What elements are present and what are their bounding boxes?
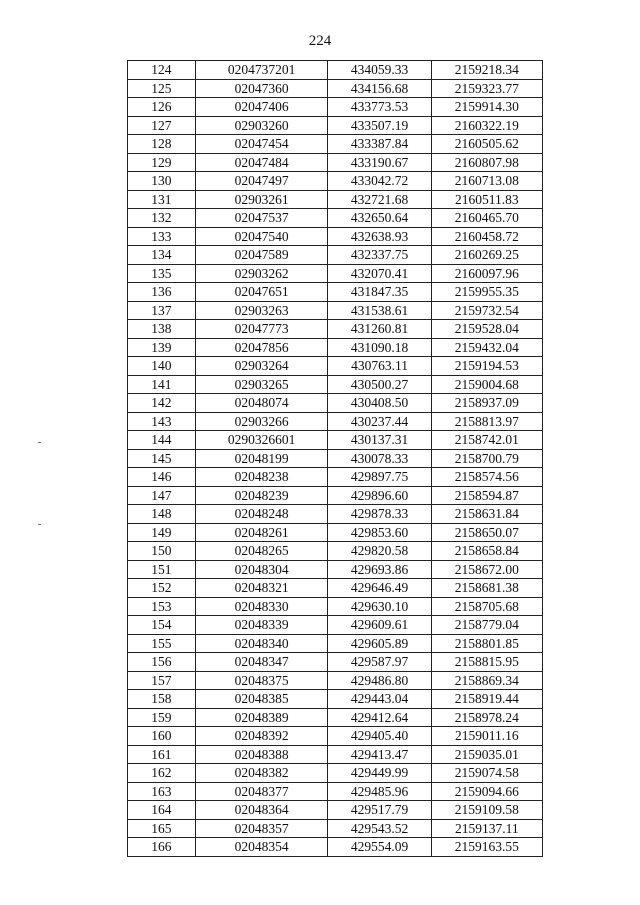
table-row [128,209,543,228]
table-row [128,782,543,801]
y-coordinate-cell: 2158937.09 [431,394,542,413]
point-number-cell: 146 [128,468,196,487]
table-row [128,579,543,598]
y-coordinate-cell: 2160097.96 [431,264,542,283]
point-number-cell: 147 [128,486,196,505]
point-id-cell: 02048261 [195,523,328,542]
y-coordinate-cell: 2158705.68 [431,597,542,616]
x-coordinate-cell: 429897.75 [328,468,431,487]
point-id-cell: 02048304 [195,560,328,579]
point-id-cell: 02903266 [195,412,328,431]
y-coordinate-cell: 2159528.04 [431,320,542,339]
point-number-cell: 148 [128,505,196,524]
point-number-cell: 124 [128,61,196,80]
table-row [128,542,543,561]
margin-mark [38,442,41,443]
point-number-cell: 163 [128,782,196,801]
y-coordinate-cell: 2158650.07 [431,523,542,542]
point-id-cell: 02048321 [195,579,328,598]
table-row [128,338,543,357]
y-coordinate-cell: 2159218.34 [431,61,542,80]
point-id-cell: 02048357 [195,819,328,838]
table-row [128,727,543,746]
table-row [128,301,543,320]
point-id-cell: 02048339 [195,616,328,635]
x-coordinate-cell: 430237.44 [328,412,431,431]
x-coordinate-cell: 429485.96 [328,782,431,801]
x-coordinate-cell: 431847.35 [328,283,431,302]
y-coordinate-cell: 2160458.72 [431,227,542,246]
y-coordinate-cell: 2158574.56 [431,468,542,487]
point-id-cell: 02047360 [195,79,328,98]
table-row [128,227,543,246]
point-number-cell: 162 [128,764,196,783]
x-coordinate-cell: 433773.53 [328,98,431,117]
y-coordinate-cell: 2158681.38 [431,579,542,598]
x-coordinate-cell: 429449.99 [328,764,431,783]
y-coordinate-cell: 2158779.04 [431,616,542,635]
point-id-cell: 02048248 [195,505,328,524]
point-number-cell: 161 [128,745,196,764]
y-coordinate-cell: 2158672.00 [431,560,542,579]
x-coordinate-cell: 431538.61 [328,301,431,320]
point-id-cell: 02047773 [195,320,328,339]
x-coordinate-cell: 429820.58 [328,542,431,561]
x-coordinate-cell: 429486.80 [328,671,431,690]
point-number-cell: 142 [128,394,196,413]
table-row [128,431,543,450]
point-number-cell: 154 [128,616,196,635]
table-row [128,283,543,302]
table-row [128,597,543,616]
table-row [128,394,543,413]
x-coordinate-cell: 429554.09 [328,838,431,857]
point-number-cell: 136 [128,283,196,302]
y-coordinate-cell: 2158869.34 [431,671,542,690]
x-coordinate-cell: 429605.89 [328,634,431,653]
table-row [128,246,543,265]
y-coordinate-cell: 2159163.55 [431,838,542,857]
y-coordinate-cell: 2159323.77 [431,79,542,98]
point-id-cell: 02048385 [195,690,328,709]
table-row [128,190,543,209]
point-id-cell: 02047406 [195,98,328,117]
x-coordinate-cell: 432070.41 [328,264,431,283]
x-coordinate-cell: 434059.33 [328,61,431,80]
point-id-cell: 02047589 [195,246,328,265]
table-row [128,838,543,857]
x-coordinate-cell: 433507.19 [328,116,431,135]
y-coordinate-cell: 2160511.83 [431,190,542,209]
point-number-cell: 159 [128,708,196,727]
table-row [128,745,543,764]
y-coordinate-cell: 2158813.97 [431,412,542,431]
table-row [128,357,543,376]
y-coordinate-cell: 2158978.24 [431,708,542,727]
point-id-cell: 02048347 [195,653,328,672]
point-number-cell: 139 [128,338,196,357]
y-coordinate-cell: 2160465.70 [431,209,542,228]
table-row [128,708,543,727]
x-coordinate-cell: 432638.93 [328,227,431,246]
point-id-cell: 0204737201 [195,61,328,80]
table-row [128,764,543,783]
point-id-cell: 02048392 [195,727,328,746]
x-coordinate-cell: 433387.84 [328,135,431,154]
table-row [128,61,543,80]
y-coordinate-cell: 2160713.08 [431,172,542,191]
x-coordinate-cell: 431260.81 [328,320,431,339]
x-coordinate-cell: 429443.04 [328,690,431,709]
y-coordinate-cell: 2160322.19 [431,116,542,135]
point-id-cell: 02048364 [195,801,328,820]
y-coordinate-cell: 2159094.66 [431,782,542,801]
table-row [128,98,543,117]
x-coordinate-cell: 430408.50 [328,394,431,413]
point-number-cell: 132 [128,209,196,228]
point-number-cell: 140 [128,357,196,376]
table-row [128,690,543,709]
y-coordinate-cell: 2158700.79 [431,449,542,468]
point-id-cell: 02048265 [195,542,328,561]
x-coordinate-cell: 433190.67 [328,153,431,172]
y-coordinate-cell: 2158919.44 [431,690,542,709]
point-number-cell: 138 [128,320,196,339]
table-row [128,375,543,394]
table-row [128,116,543,135]
y-coordinate-cell: 2159914.30 [431,98,542,117]
x-coordinate-cell: 429413.47 [328,745,431,764]
point-id-cell: 02048340 [195,634,328,653]
y-coordinate-cell: 2158742.01 [431,431,542,450]
point-id-cell: 02047454 [195,135,328,154]
point-number-cell: 131 [128,190,196,209]
x-coordinate-cell: 432337.75 [328,246,431,265]
y-coordinate-cell: 2160505.62 [431,135,542,154]
x-coordinate-cell: 429609.61 [328,616,431,635]
x-coordinate-cell: 429630.10 [328,597,431,616]
point-number-cell: 153 [128,597,196,616]
table-row [128,449,543,468]
point-number-cell: 134 [128,246,196,265]
x-coordinate-cell: 429646.49 [328,579,431,598]
table-row [128,135,543,154]
table-row [128,320,543,339]
y-coordinate-cell: 2159137.11 [431,819,542,838]
point-id-cell: 02047651 [195,283,328,302]
y-coordinate-cell: 2158594.87 [431,486,542,505]
point-number-cell: 150 [128,542,196,561]
x-coordinate-cell: 429412.64 [328,708,431,727]
point-id-cell: 02903263 [195,301,328,320]
margin-mark [38,524,41,525]
point-id-cell: 02047484 [195,153,328,172]
point-id-cell: 02048382 [195,764,328,783]
x-coordinate-cell: 429405.40 [328,727,431,746]
point-id-cell: 02047537 [195,209,328,228]
point-number-cell: 137 [128,301,196,320]
point-number-cell: 156 [128,653,196,672]
point-number-cell: 165 [128,819,196,838]
point-id-cell: 02048389 [195,708,328,727]
y-coordinate-cell: 2159035.01 [431,745,542,764]
y-coordinate-cell: 2159955.35 [431,283,542,302]
x-coordinate-cell: 429896.60 [328,486,431,505]
point-number-cell: 151 [128,560,196,579]
x-coordinate-cell: 429878.33 [328,505,431,524]
point-id-cell: 02047856 [195,338,328,357]
y-coordinate-cell: 2159004.68 [431,375,542,394]
y-coordinate-cell: 2159732.54 [431,301,542,320]
point-number-cell: 157 [128,671,196,690]
x-coordinate-cell: 433042.72 [328,172,431,191]
point-id-cell: 02048199 [195,449,328,468]
x-coordinate-cell: 430078.33 [328,449,431,468]
y-coordinate-cell: 2160807.98 [431,153,542,172]
point-id-cell: 02048238 [195,468,328,487]
x-coordinate-cell: 430137.31 [328,431,431,450]
point-id-cell: 02048375 [195,671,328,690]
point-id-cell: 02903262 [195,264,328,283]
x-coordinate-cell: 429587.97 [328,653,431,672]
point-id-cell: 02903265 [195,375,328,394]
x-coordinate-cell: 431090.18 [328,338,431,357]
table-row [128,468,543,487]
table-row [128,801,543,820]
y-coordinate-cell: 2159011.16 [431,727,542,746]
point-number-cell: 133 [128,227,196,246]
x-coordinate-cell: 429693.86 [328,560,431,579]
coordinates-table [127,60,543,857]
y-coordinate-cell: 2159109.58 [431,801,542,820]
table-row [128,523,543,542]
point-number-cell: 145 [128,449,196,468]
point-number-cell: 160 [128,727,196,746]
y-coordinate-cell: 2159074.58 [431,764,542,783]
point-id-cell: 02903260 [195,116,328,135]
point-number-cell: 166 [128,838,196,857]
table-row [128,505,543,524]
point-number-cell: 152 [128,579,196,598]
point-number-cell: 149 [128,523,196,542]
point-id-cell: 02048354 [195,838,328,857]
point-number-cell: 144 [128,431,196,450]
point-number-cell: 143 [128,412,196,431]
point-number-cell: 130 [128,172,196,191]
y-coordinate-cell: 2158815.95 [431,653,542,672]
point-id-cell: 02903264 [195,357,328,376]
point-number-cell: 125 [128,79,196,98]
coordinates-table-body [128,61,543,857]
table-row [128,486,543,505]
point-number-cell: 127 [128,116,196,135]
x-coordinate-cell: 429853.60 [328,523,431,542]
point-id-cell: 02048074 [195,394,328,413]
point-number-cell: 126 [128,98,196,117]
table-row [128,172,543,191]
point-number-cell: 129 [128,153,196,172]
table-row [128,819,543,838]
point-number-cell: 164 [128,801,196,820]
point-id-cell: 02048239 [195,486,328,505]
point-id-cell: 02047540 [195,227,328,246]
x-coordinate-cell: 432721.68 [328,190,431,209]
point-number-cell: 135 [128,264,196,283]
table-row [128,634,543,653]
y-coordinate-cell: 2159432.04 [431,338,542,357]
x-coordinate-cell: 430500.27 [328,375,431,394]
y-coordinate-cell: 2158631.84 [431,505,542,524]
table-row [128,79,543,98]
y-coordinate-cell: 2158801.85 [431,634,542,653]
table-row [128,264,543,283]
y-coordinate-cell: 2158658.84 [431,542,542,561]
x-coordinate-cell: 429517.79 [328,801,431,820]
point-id-cell: 02903261 [195,190,328,209]
x-coordinate-cell: 429543.52 [328,819,431,838]
table-row [128,671,543,690]
point-number-cell: 128 [128,135,196,154]
table-row [128,153,543,172]
page-number: 224 [308,33,332,49]
table-row [128,616,543,635]
point-id-cell: 02047497 [195,172,328,191]
y-coordinate-cell: 2159194.53 [431,357,542,376]
point-id-cell: 02048388 [195,745,328,764]
table-row [128,412,543,431]
point-number-cell: 158 [128,690,196,709]
point-id-cell: 0290326601 [195,431,328,450]
table-row [128,653,543,672]
point-number-cell: 141 [128,375,196,394]
point-number-cell: 155 [128,634,196,653]
point-id-cell: 02048330 [195,597,328,616]
point-id-cell: 02048377 [195,782,328,801]
x-coordinate-cell: 430763.11 [328,357,431,376]
y-coordinate-cell: 2160269.25 [431,246,542,265]
x-coordinate-cell: 432650.64 [328,209,431,228]
table-row [128,560,543,579]
x-coordinate-cell: 434156.68 [328,79,431,98]
